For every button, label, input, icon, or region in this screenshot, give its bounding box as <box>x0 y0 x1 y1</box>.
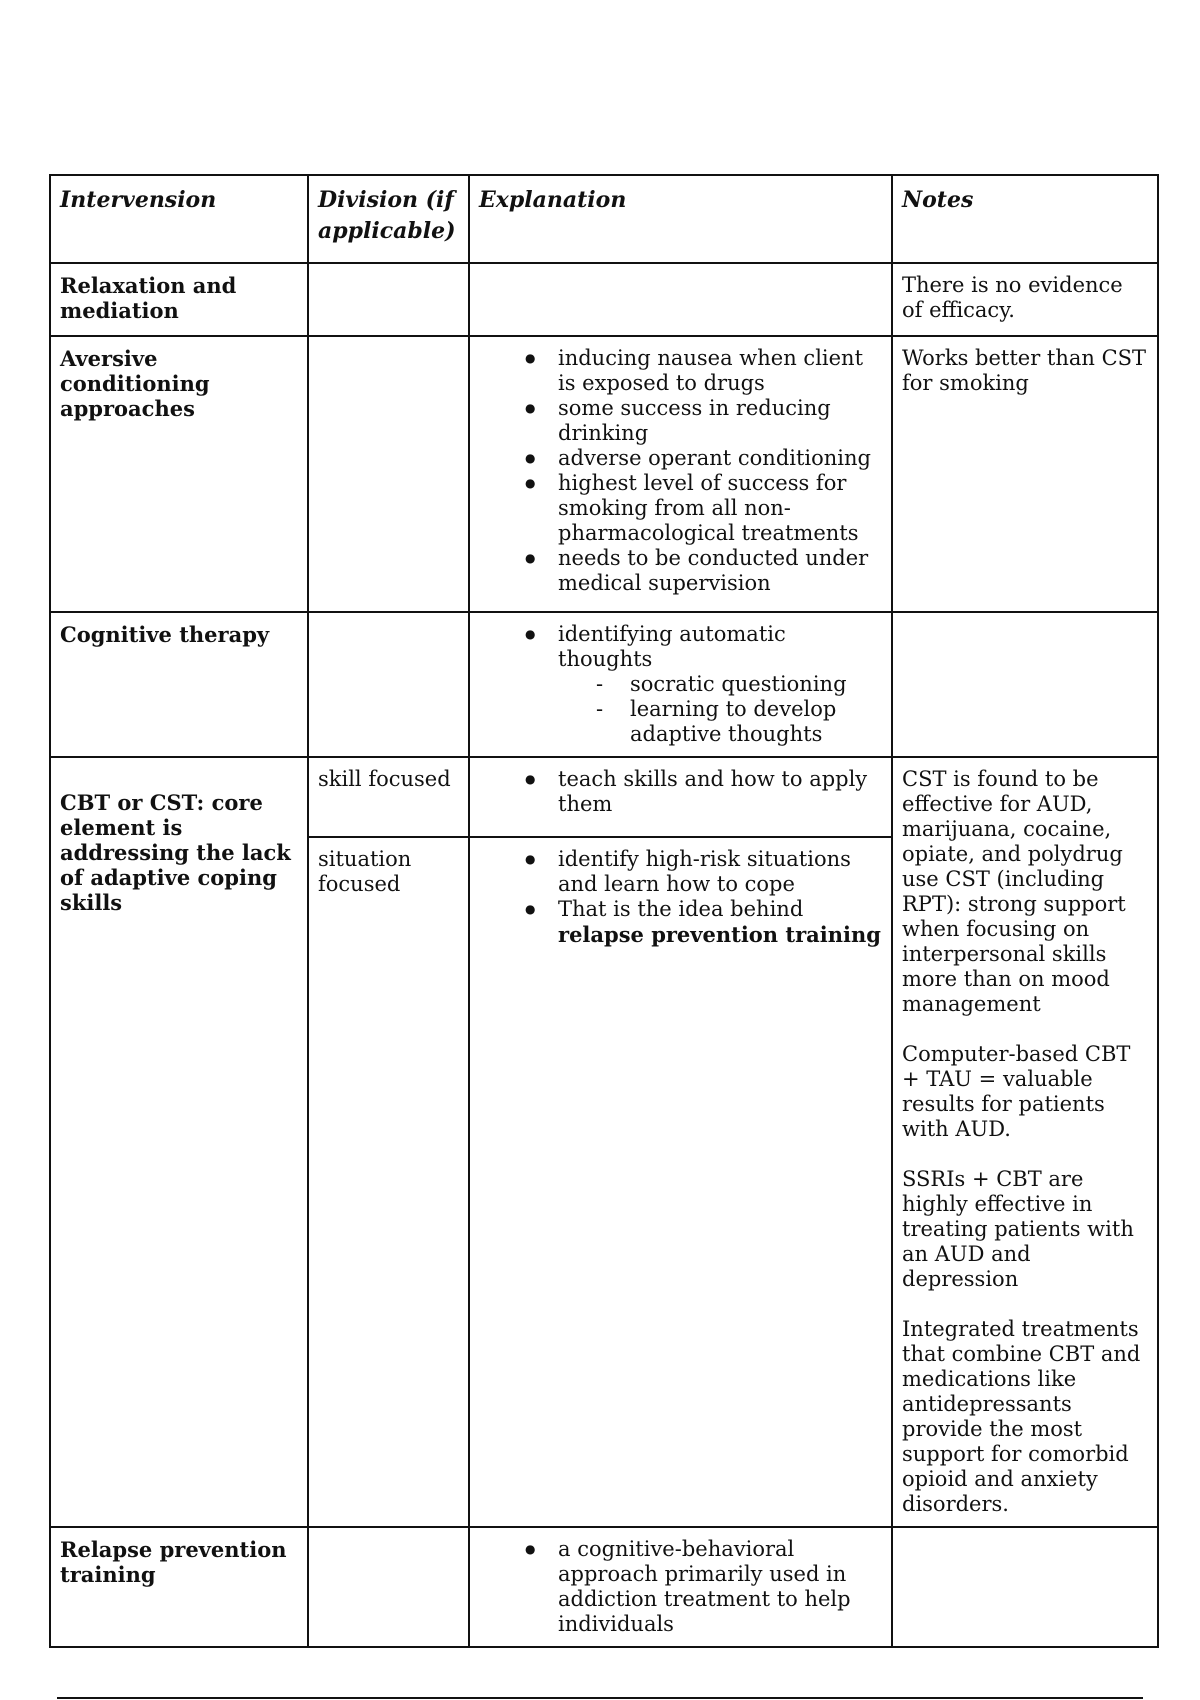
notes-cell <box>892 757 1158 1527</box>
header-row <box>50 175 1158 263</box>
notes-cell: Works better than CST for smoking <box>892 336 1158 612</box>
footer-divider <box>57 1697 1143 1699</box>
bullet-item: ● adverse operant conditioning <box>558 446 882 471</box>
bullet-text: identifying automatic thoughts <box>558 622 786 671</box>
intervention-cell: Aversive conditioning approaches <box>50 336 308 612</box>
table-row <box>50 336 1158 612</box>
notes-cell: There is no evidence of efficacy. <box>892 263 1158 336</box>
intervention-cell: Relaxation and mediation <box>50 263 308 336</box>
table-row <box>50 263 1158 336</box>
intervention-cell: Cognitive therapy <box>50 612 308 757</box>
explanation-cell <box>469 612 892 757</box>
notes-cell <box>892 612 1158 757</box>
intervention-text: CBT or CST: core element is addressing the lack of adaptive coping skills <box>60 790 291 915</box>
intervention-cell <box>50 757 308 1527</box>
explanation-cell <box>469 757 892 837</box>
explanation-cell <box>469 1527 892 1647</box>
bullet-item: ● teach skills and how to apply them <box>558 767 882 817</box>
division-cell <box>308 1527 469 1647</box>
division-cell: situation focused <box>308 837 469 1527</box>
sub-bullet-item: - learning to develop adaptive thoughts <box>630 697 882 747</box>
division-cell <box>308 612 469 757</box>
bullet-item: ● needs to be conducted under medical supervision <box>558 546 882 596</box>
bullet-item: ● some success in reducing drinking <box>558 396 882 446</box>
header-explanation: Explanation <box>469 175 892 263</box>
table-row <box>50 612 1158 757</box>
header-division: Division (if applicable) <box>308 175 469 263</box>
explanation-cell <box>469 837 892 1527</box>
intervention-cell: Relapse prevention training <box>50 1527 308 1647</box>
note-paragraph: Computer-based CBT + TAU = valuable results for patients with AUD. <box>902 1042 1131 1141</box>
division-cell <box>308 336 469 612</box>
table-row <box>50 757 1158 837</box>
division-cell: skill focused <box>308 757 469 837</box>
bold-term: relapse prevention training <box>558 921 881 947</box>
header-intervention: Intervension <box>50 175 308 263</box>
table-row <box>50 1527 1158 1647</box>
bullet-item <box>558 897 882 948</box>
sub-bullet-item: - socratic questioning <box>630 672 882 697</box>
notes-cell <box>892 1527 1158 1647</box>
bullet-item: ● identify high-risk situations and learn how to cope <box>558 847 882 897</box>
explanation-cell <box>469 263 892 336</box>
note-paragraph: SSRIs + CBT are highly effective in treating patients with an AUD and depression <box>902 1167 1134 1291</box>
bullet-item: ● a cognitive-behavioral approach primarily used in addiction treatment to help individuals <box>558 1537 882 1637</box>
bullet-item: ● inducing nausea when client is exposed to drugs <box>558 346 882 396</box>
header-notes: Notes <box>892 175 1158 263</box>
explanation-cell <box>469 336 892 612</box>
note-paragraph: CST is found to be effective for AUD, marijuana, cocaine, opiate, and polydrug use CST (including RPT): strong support when focusing on interpersonal skills more than on mood management <box>902 767 1126 1016</box>
note-paragraph: Integrated treatments that combine CBT and medications like antidepressants provide the most support for comorbid opioid and anxiety disorders. <box>902 1317 1141 1516</box>
interventions-table <box>49 174 1159 1648</box>
bullet-text: That is the idea behind <box>558 896 804 921</box>
bullet-item <box>558 622 882 747</box>
bullet-item: ● highest level of success for smoking from all non-pharmacological treatments <box>558 471 882 546</box>
division-cell <box>308 263 469 336</box>
